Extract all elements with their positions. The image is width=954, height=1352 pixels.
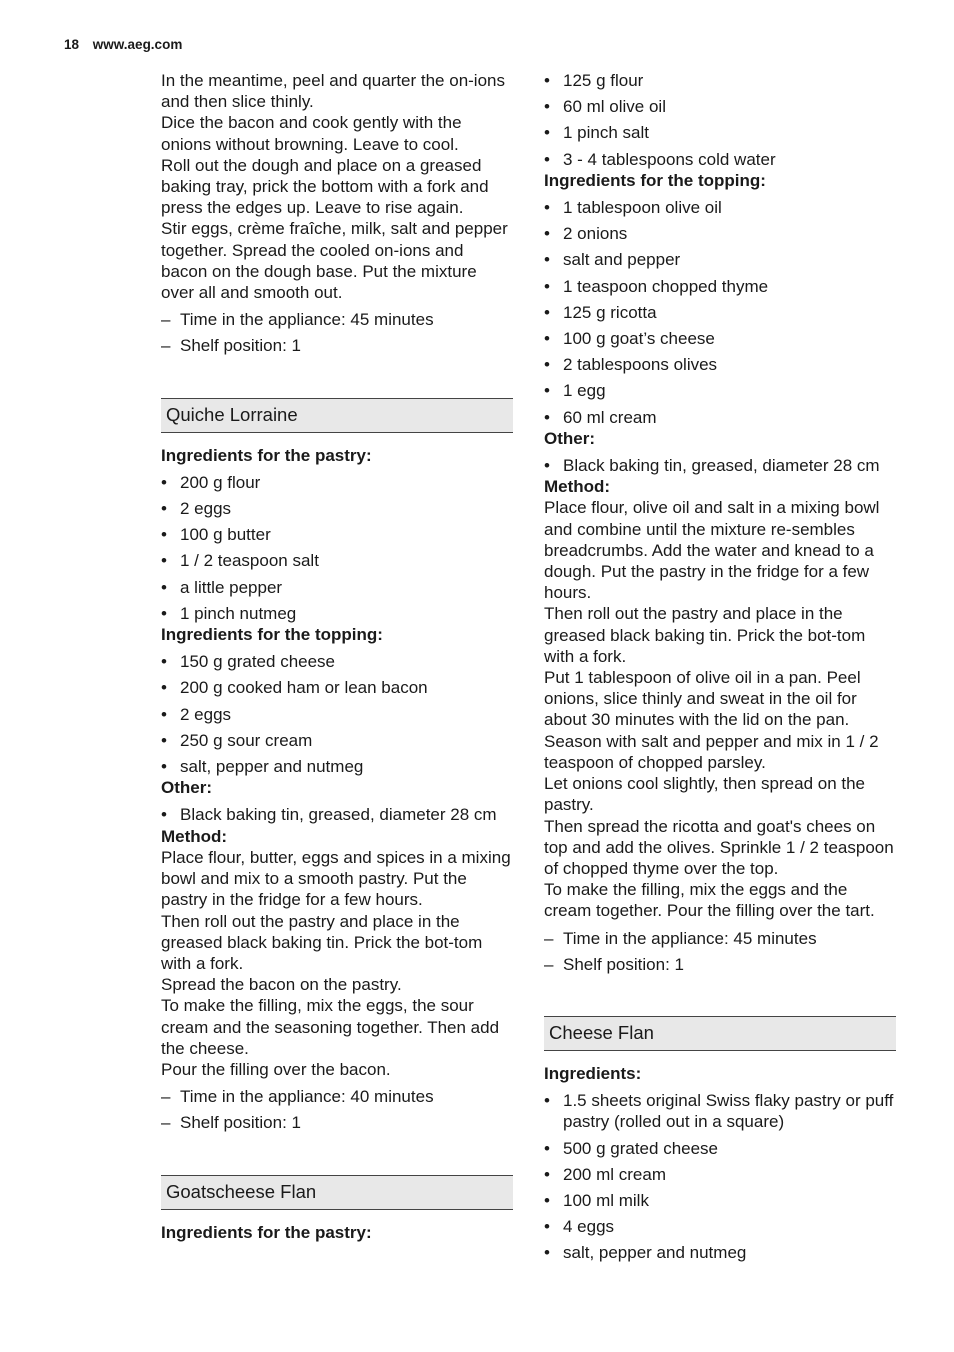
paragraph: Roll out the dough and place on a greased baking tray, prick the bottom with a fork and press the edges up. Leave to rise again. bbox=[161, 155, 489, 218]
list-item: • 1 pinch nutmeg bbox=[161, 603, 513, 624]
paragraph: Put 1 tablespoon of olive oil in a pan. Peel onions, slice thinly and sweat in the oil for about 30 minutes with the lid on the pan. Season with salt and pepper and mix in 1 / 2 teaspoon of chopped parsley. bbox=[544, 668, 879, 772]
list-item: • 1.5 sheets original Swiss flaky pastry or puff pastry (rolled out in a square) bbox=[544, 1090, 896, 1132]
list-item: • 2 eggs bbox=[161, 704, 513, 725]
page-header bbox=[64, 37, 182, 52]
pastry-heading: Ingredients for the pastry: bbox=[161, 445, 372, 465]
paragraph: To make the filling, mix the eggs, the sour cream and the seasoning together. Then add the cheese. bbox=[161, 996, 500, 1058]
list-item: • 60 ml cream bbox=[544, 407, 896, 428]
list-item: – Time in the appliance: 45 minutes bbox=[544, 928, 896, 949]
list-item: – Shelf position: 1 bbox=[161, 335, 513, 356]
site-url: www.aeg.com bbox=[92, 37, 183, 52]
topping-list bbox=[161, 651, 513, 777]
paragraph: Then roll out the pastry and place in the greased black baking tin. Prick the bot-tom with a fork. bbox=[161, 911, 483, 973]
paragraph: Stir eggs, crème fraîche, milk, salt and pepper together. Spread the cooled on-ions and bacon on the dough base. Put the mixture over all and smooth out. bbox=[161, 219, 508, 303]
list-item: • a little pepper bbox=[161, 577, 513, 598]
list-item: • 250 g sour cream bbox=[161, 730, 513, 751]
other-heading: Other: bbox=[544, 428, 595, 448]
page-number: 18 bbox=[64, 37, 80, 52]
list-item: • 200 g flour bbox=[161, 472, 513, 493]
paragraph: Let onions cool slightly, then spread on the pastry. bbox=[544, 774, 866, 815]
list-item: – Time in the appliance: 45 minutes bbox=[161, 309, 513, 330]
paragraph: Spread the bacon on the pastry. bbox=[161, 975, 402, 995]
pastry-list bbox=[161, 472, 513, 624]
list-item: • 60 ml olive oil bbox=[544, 96, 896, 117]
paragraph: In the meantime, peel and quarter the on-ions and then slice thinly. bbox=[161, 71, 505, 112]
list-item: • 150 g grated cheese bbox=[161, 651, 513, 672]
list-item: • Black baking tin, greased, diameter 28 cm bbox=[544, 455, 896, 476]
list-item: – Shelf position: 1 bbox=[544, 954, 896, 975]
method-text bbox=[161, 847, 513, 1080]
list-item: • 1 tablespoon olive oil bbox=[544, 197, 896, 218]
paragraph: Then spread the ricotta and goat's chees on top and add the olives. Sprinkle 1 / 2 teaspoon of chopped thyme over the top. bbox=[544, 816, 894, 878]
paragraph: Place flour, olive oil and salt in a mixing bowl and combine until the mixture re-sembles breadcrumbs. Add the water and knead to a dough. Put the pastry in the fridge for a few hours. bbox=[544, 498, 880, 603]
paragraph: Place flour, butter, eggs and spices in a mixing bowl and mix to a smooth pastry. Put the pastry in the fridge for a few hours. bbox=[161, 847, 511, 910]
section-title-quiche: Quiche Lorraine bbox=[161, 398, 513, 433]
list-item: • 500 g grated cheese bbox=[544, 1138, 896, 1159]
paragraph: Pour the filling over the bacon. bbox=[161, 1059, 391, 1079]
list-item: • salt, pepper and nutmeg bbox=[161, 756, 513, 777]
list-item: • Black baking tin, greased, diameter 28 cm bbox=[161, 804, 513, 825]
quiche-dash-list bbox=[161, 1086, 513, 1133]
pastry-heading: Ingredients for the pastry: bbox=[161, 1222, 372, 1242]
list-item: • 1 / 2 teaspoon salt bbox=[161, 550, 513, 571]
goat-pastry-list bbox=[544, 70, 896, 170]
topping-heading: Ingredients for the topping: bbox=[161, 625, 383, 645]
other-heading: Other: bbox=[161, 778, 212, 798]
paragraph: To make the filling, mix the eggs and the cream together. Pour the filling over the tart. bbox=[544, 880, 875, 921]
ingredients-heading: Ingredients: bbox=[544, 1063, 642, 1083]
list-item: • 100 ml milk bbox=[544, 1190, 896, 1211]
list-item: • 200 g cooked ham or lean bacon bbox=[161, 677, 513, 698]
list-item: • 125 g ricotta bbox=[544, 302, 896, 323]
other-list bbox=[544, 455, 896, 476]
list-item: • 1 teaspoon chopped thyme bbox=[544, 276, 896, 297]
section-title-cheese-flan: Cheese Flan bbox=[544, 1016, 896, 1051]
method-heading: Method: bbox=[161, 826, 228, 846]
list-item: – Time in the appliance: 40 minutes bbox=[161, 1086, 513, 1107]
topping-heading: Ingredients for the topping: bbox=[544, 170, 766, 190]
left-column bbox=[161, 70, 513, 1243]
list-item: • 2 tablespoons olives bbox=[544, 354, 896, 375]
list-item: • salt, pepper and nutmeg bbox=[544, 1242, 896, 1263]
list-item: • 100 g butter bbox=[161, 524, 513, 545]
list-item: • 3 - 4 tablespoons cold water bbox=[544, 149, 896, 170]
goat-dash-list bbox=[544, 928, 896, 975]
list-item: • 2 eggs bbox=[161, 498, 513, 519]
list-item: • 125 g flour bbox=[544, 70, 896, 91]
other-list bbox=[161, 804, 513, 825]
list-item: • 1 egg bbox=[544, 380, 896, 401]
intro-text bbox=[161, 70, 513, 303]
intro-dash-list bbox=[161, 309, 513, 356]
list-item: • 4 eggs bbox=[544, 1216, 896, 1237]
paragraph: Dice the bacon and cook gently with the onions without browning. Leave to cool. bbox=[161, 113, 462, 154]
right-column bbox=[544, 70, 896, 1269]
method-heading: Method: bbox=[544, 477, 611, 497]
method-text bbox=[544, 497, 896, 921]
list-item: • 2 onions bbox=[544, 223, 896, 244]
topping-list bbox=[544, 197, 896, 428]
list-item: • 100 g goat’s cheese bbox=[544, 328, 896, 349]
list-item: – Shelf position: 1 bbox=[161, 1112, 513, 1133]
list-item: • 1 pinch salt bbox=[544, 122, 896, 143]
list-item: • salt and pepper bbox=[544, 249, 896, 270]
list-item: • 200 ml cream bbox=[544, 1164, 896, 1185]
cheese-ingredients-list bbox=[544, 1090, 896, 1263]
section-title-goatscheese: Goatscheese Flan bbox=[161, 1175, 513, 1210]
paragraph: Then roll out the pastry and place in the greased black baking tin. Prick the bot-tom with a fork. bbox=[544, 604, 866, 666]
